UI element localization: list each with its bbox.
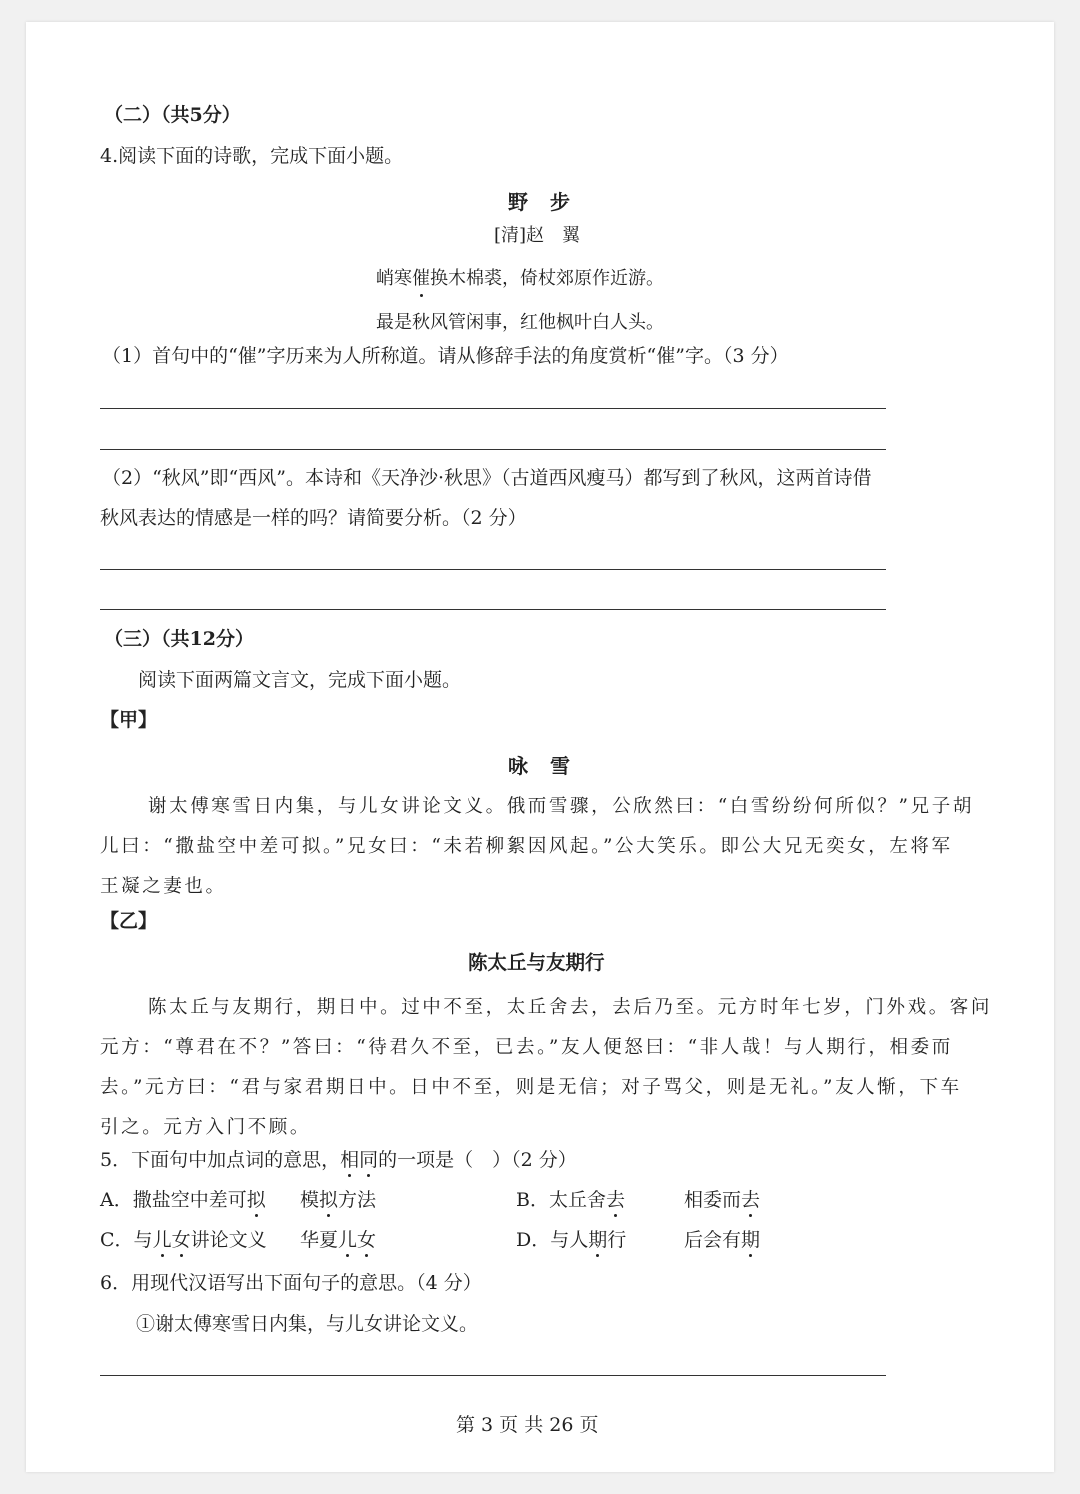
option-c-phrase-2: [300, 1231, 376, 1250]
option-d-phrase-1-start: 与人: [550, 1229, 589, 1251]
dotted-char: 拟: [319, 1189, 339, 1211]
dotted-char: 儿: [338, 1229, 358, 1251]
question-6-stem: 6．用现代汉语写出下面句子的意思。（4 分）: [100, 1272, 482, 1294]
option-d: [516, 1231, 626, 1250]
page-number: 第 3 页 共 26 页: [456, 1414, 599, 1436]
text-yi-line-2: 元方：“尊君在不？”答曰：“待君久不至，已去。”友人便怒曰：“非人哉！与人期行，相委而: [100, 1037, 953, 1058]
poem-author: [清]赵 翼: [494, 225, 581, 246]
sub-question-2-line-1: （2）“秋风”即“西风”。本诗和《天净沙·秋思》（古道西风瘦马）都写到了秋风，这两首诗借: [102, 467, 872, 489]
text-jia-title: 咏 雪: [508, 754, 571, 778]
option-d-label: D．: [516, 1229, 551, 1251]
dotted-char: 期: [741, 1229, 761, 1251]
option-d-phrase-1-end: 行: [607, 1229, 627, 1251]
answer-line: [100, 1375, 886, 1376]
text-jia-line-1: 谢太傅寒雪日内集，与儿女讲论文义。俄而雪骤，公欣然曰：“白雪纷纷何所似？”兄子胡: [148, 796, 974, 817]
text-jia-line-2: 儿曰：“撒盐空中差可拟。”兄女曰：“未若柳絮因风起。”公大笑乐。即公大兄无奕女，左将军: [100, 836, 953, 857]
option-c: [100, 1231, 267, 1250]
question-5-stem-end: 的一项是（ ）（2 分）: [378, 1149, 577, 1171]
text-jia-line-3: 王凝之妻也。: [100, 876, 227, 897]
text-yi-line-1: 陈太丘与友期行，期日中。过中不至，太丘舍去，去后乃至。元方时年七岁，门外戏。客问: [148, 997, 993, 1018]
dotted-char: 女: [357, 1229, 377, 1251]
option-c-phrase-1-end: 讲论文义: [190, 1229, 267, 1251]
option-c-label: C．: [100, 1229, 134, 1251]
option-c-phrase-2-start: 华夏: [300, 1229, 339, 1251]
poem-dotted-char: 催: [412, 264, 430, 290]
option-b-phrase-2-start: 相委而: [684, 1189, 742, 1211]
dotted-char: 相: [340, 1149, 360, 1171]
option-a-phrase-2: [300, 1191, 376, 1210]
option-a-phrase-2-end: 方法: [338, 1189, 377, 1211]
poem-line-2: 最是秋风管闲事，红他枫叶白人头。: [376, 312, 664, 333]
question-5-stem: [100, 1151, 577, 1170]
option-d-phrase-2: [684, 1231, 760, 1250]
option-c-phrase-1-start: 与: [133, 1229, 153, 1251]
answer-line: [100, 408, 886, 409]
question-4-prompt: 4.阅读下面的诗歌，完成下面小题。: [100, 145, 404, 167]
option-a-label: A．: [100, 1189, 133, 1211]
option-b-label: B．: [516, 1189, 549, 1211]
dotted-char: 女: [171, 1229, 191, 1251]
poem-title: 野 步: [508, 190, 571, 214]
answer-line: [100, 449, 886, 450]
section-2-header: （二）（共5分）: [104, 104, 241, 126]
text-yi-title: 陈太丘与友期行: [468, 951, 605, 974]
dotted-char: 儿: [152, 1229, 172, 1251]
option-a: [100, 1191, 266, 1210]
answer-line: [100, 609, 886, 610]
text-yi-label: 【乙】: [100, 910, 158, 932]
option-b: [516, 1191, 625, 1210]
text-yi-line-4: 引之。元方入门不顾。: [100, 1117, 312, 1138]
question-5-stem-start: 5．下面句中加点词的意思，: [100, 1149, 341, 1171]
poem-line-1-start: 峭寒: [376, 268, 412, 289]
answer-line: [100, 569, 886, 570]
dotted-char: 拟: [246, 1189, 266, 1211]
sub-question-1: （1）首句中的“催”字历来为人所称道。请从修辞手法的角度赏析“催”字。（3 分）: [102, 345, 789, 367]
text-yi-line-3: 去。”元方曰：“君与家君期日中。日中不至，则是无信；对子骂父，则是无礼。”友人惭，下车: [100, 1077, 962, 1098]
dotted-char: 期: [588, 1229, 608, 1251]
text-jia-label: 【甲】: [100, 709, 158, 731]
option-b-phrase-2: [684, 1191, 760, 1210]
poem-line-1: [376, 264, 664, 290]
dotted-char: 同: [359, 1149, 379, 1171]
poem-line-1-rest: 换木棉裘，倚杖郊原作近游。: [430, 268, 664, 289]
sub-question-2-line-2: 秋风表达的情感是一样的吗？请简要分析。（2 分）: [100, 507, 527, 529]
option-d-phrase-2-start: 后会有: [684, 1229, 742, 1251]
option-b-phrase-1: 太丘舍: [548, 1189, 606, 1211]
option-a-phrase-2-start: 模: [300, 1189, 320, 1211]
section-3-intro: 阅读下面两篇文言文，完成下面小题。: [138, 669, 462, 691]
section-3-header: （三）（共12分）: [104, 628, 254, 650]
option-a-phrase-1: 撒盐空中差可: [132, 1189, 247, 1211]
dotted-char: 去: [605, 1189, 625, 1211]
dotted-char: 去: [741, 1189, 761, 1211]
question-6-item-1: ①谢太傅寒雪日内集，与儿女讲论文义。: [136, 1313, 479, 1335]
